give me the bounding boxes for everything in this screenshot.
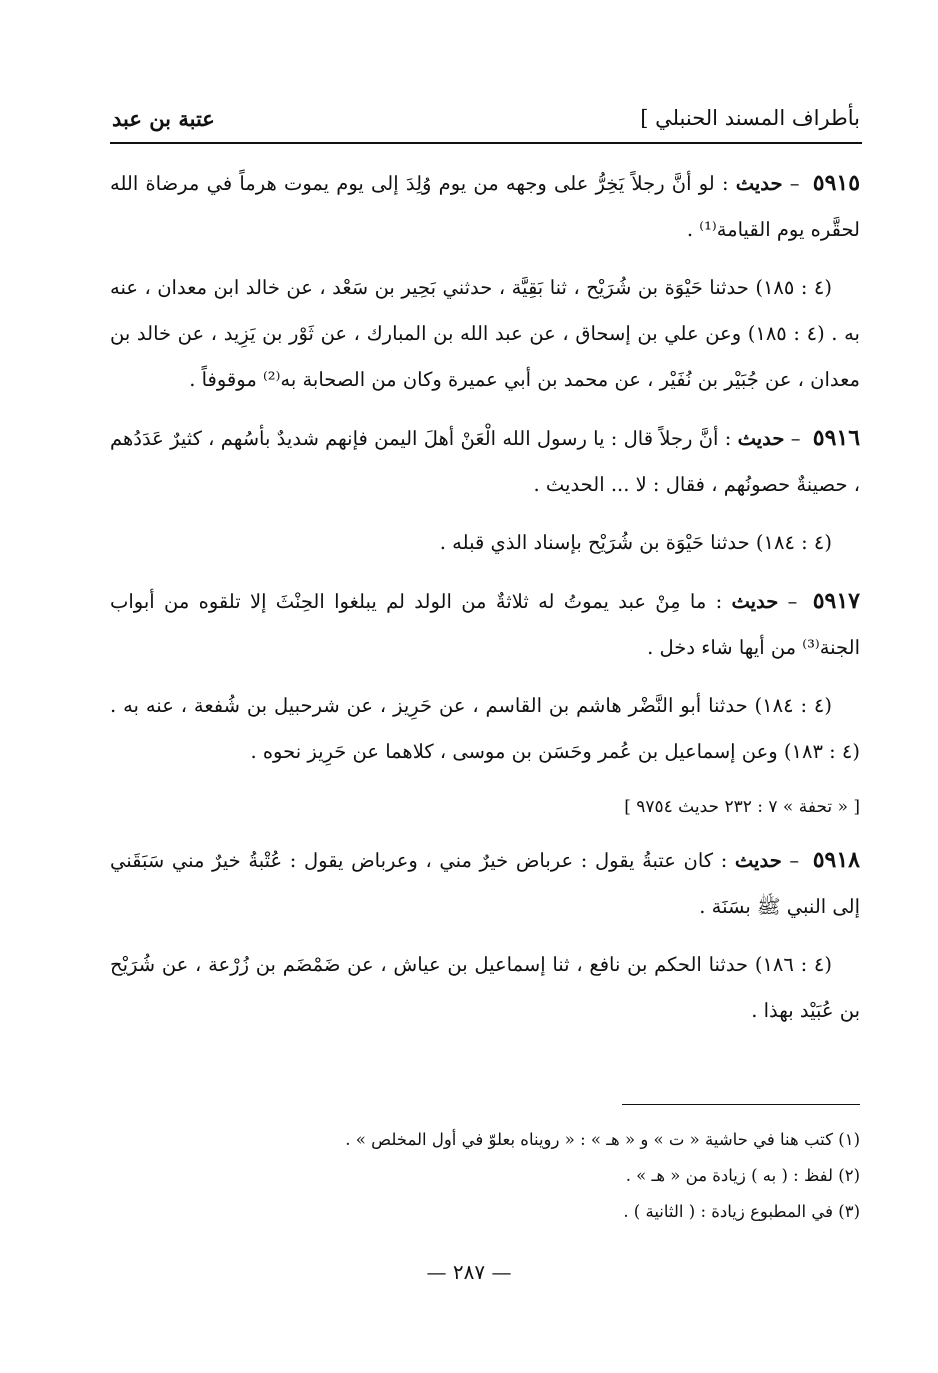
hadith-5917: ٥٩١٧ – حديث : ما مِنْ عبد يموتُ له ثلاثةٌ من الولد لم يبلغوا الحِنْثَ إلا تلقوه من أبواب الجنة⁽³⁾ من أيها شاء دخل . xyxy=(110,588,860,659)
footnote-divider xyxy=(622,1104,860,1105)
tuhfa-reference: [ « تحفة » ٧ : ٢٣٢ حديث ٩٧٥٤ ] xyxy=(624,797,860,817)
isnad-5916: (٤ : ١٨٤) حدثنا حَيْوَة بن شُرَيْح بإسناد الذي قبله . xyxy=(439,531,832,554)
hadith-label: حديث xyxy=(735,172,783,195)
hadith-text: : أنَّ رجلاً قال : يا رسول الله الْعَنْ أهلَ اليمن فإنهم شديدٌ بأسُهم ، كثيرٌ عَدَدُهم ، حصينةٌ حصونُهم ، فقال : لا ... الحديث . xyxy=(110,427,860,496)
hadith-number: ٥٩١٥ xyxy=(812,170,861,196)
hadith-number: ٥٩١٧ xyxy=(812,588,860,614)
running-header xyxy=(112,98,860,138)
section-title: عتبة بن عبد xyxy=(112,105,215,131)
hadith-number: ٥٩١٨ xyxy=(812,847,860,873)
hadith-text: : ما مِنْ عبد يموتُ له ثلاثةٌ من الولد لم يبلغوا الحِنْثَ إلا تلقوه من أبواب الجنة⁽³⁾ من أيها شاء دخل . xyxy=(110,590,860,659)
hadith-text: : لو أنَّ رجلاً يَخِرُّ على وجهه من يوم وُلِدَ إلى يوم يموت هرماً في مرضاة الله لحقَّره يوم القيامة⁽¹⁾ . xyxy=(110,172,860,241)
footnote-2: (٢) لفظ : ( به ) زيادة من « هـ » . xyxy=(625,1166,860,1185)
hadith-label: حديث xyxy=(737,427,785,450)
isnad-5917: (٤ : ١٨٤) حدثنا أبو النَّضْر هاشم بن القاسم ، عن حَرِيز ، عن شرحبيل بن شُفعة ، عنه به . (٤ : ١٨٣) وعن إسماعيل بن عُمر وحَسَن بن موسى ، كلاهما عن حَرِيز نحوه . xyxy=(110,694,860,763)
isnad-5915: (٤ : ١٨٥) حدثنا حَيْوَة بن شُرَيْح ، ثنا بَقِيَّة ، حدثني بَحِير بن سَعْد ، عن خالد ابن معدان ، عنه به . (٤ : ١٨٥) وعن علي بن إسحاق ، عن عبد الله بن المبارك ، عن ثَوْر بن يَزِيد ، عن خالد بن معدان ، عن جُبَيْر بن نُفَيْر ، عن محمد بن أبي عميرة وكان من الصحابة به⁽²⁾ موقوفاً . xyxy=(110,276,860,391)
book-title: بأطراف المسند الحنبلي ] xyxy=(640,106,860,130)
hadith-5918: ٥٩١٨ – حديث : كان عتبةُ يقول : عرباض خيرٌ مني ، وعرباض يقول : عُتْبةُ خيرٌ مني سَبَقَني إلى النبي ﷺ بسَنَة . xyxy=(110,847,860,918)
footnote-3: (٣) في المطبوع زيادة : ( الثانية ) . xyxy=(623,1202,860,1221)
isnad-5918: (٤ : ١٨٦) حدثنا الحكم بن نافع ، ثنا إسماعيل بن عياش ، عن ضَمْضَم بن زُرْعة ، عن شُرَيْح بن عُبَيْد بهذا . xyxy=(110,953,860,1022)
hadith-label: حديث xyxy=(731,590,779,613)
header-divider xyxy=(110,142,862,144)
hadith-number: ٥٩١٦ xyxy=(812,425,861,451)
footnote-1: (١) كتب هنا في حاشية « ت » و « هـ » : « رويناه بعلوّ في أول المخلص » . xyxy=(345,1130,860,1149)
hadith-text: : كان عتبةُ يقول : عرباض خيرٌ مني ، وعرباض يقول : عُتْبةُ خيرٌ مني سَبَقَني إلى النبي ﷺ بسَنَة . xyxy=(110,849,860,918)
hadith-label: حديث xyxy=(734,849,782,872)
footnotes xyxy=(110,1122,860,1230)
main-text xyxy=(110,160,860,1046)
hadith-5916: ٥٩١٦ – حديث : أنَّ رجلاً قال : يا رسول الله الْعَنْ أهلَ اليمن فإنهم شديدٌ بأسُهم ، كثيرٌ عَدَدُهم ، حصينةٌ حصونُهم ، فقال : لا ... الحديث . xyxy=(110,425,861,496)
hadith-5915: ٥٩١٥ – حديث : لو أنَّ رجلاً يَخِرُّ على وجهه من يوم وُلِدَ إلى يوم يموت هرماً في مرضاة الله لحقَّره يوم القيامة⁽¹⁾ . xyxy=(110,170,861,241)
page-number: — ٢٨٧ — xyxy=(426,1260,512,1284)
